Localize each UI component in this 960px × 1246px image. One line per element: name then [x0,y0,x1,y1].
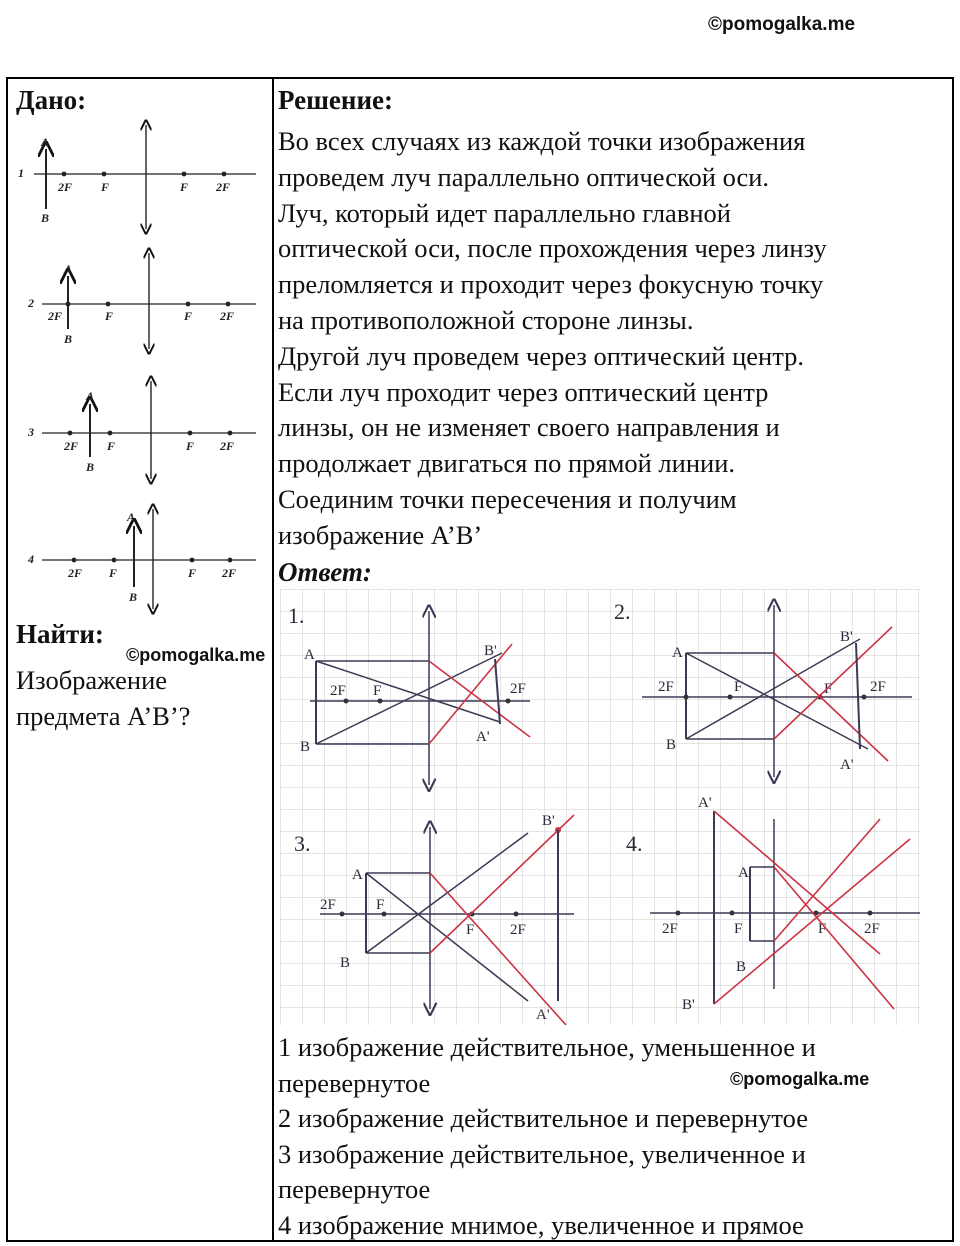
sketch-3-F-right: F [466,922,475,938]
given-heading: Дано: [16,85,87,115]
solution-line: проведем луч параллельно оптической оси. [278,161,770,192]
diagram-2-2F-left: 2F [48,309,63,323]
sketch-3-B-image: B' [542,813,555,829]
diagram-3-number: 3 [28,425,34,439]
diagram-1-2F-right: 2F [216,180,231,194]
diagram-3-B: B [86,460,95,474]
solution-line: продолжает двигаться по прямой линии. [278,448,736,479]
diagram-1-F-right: F [180,180,189,194]
diagram-2-number: 2 [28,296,34,310]
solution-line: Луч, который идет параллельно главной [278,197,731,228]
diagram-3-A: A [86,389,95,403]
sketch-3-A-image: A' [536,1007,550,1023]
sketch-3-2F-left: 2F [320,897,336,913]
diagram-1-F-left: F [101,180,110,194]
diagram-3-F-left: F [107,439,116,453]
answer-results [278,1030,816,1243]
watermark-bottom: ©pomogalka.me [730,1069,870,1089]
diagram-2-F-right: F [184,309,193,323]
column-divider [272,79,274,1240]
sketch-4-F-right: F [818,921,827,937]
sketch-4-B: B [736,959,747,975]
sketch-2-B-image: B' [840,629,853,645]
sketch-2-A: A [672,645,683,661]
sketch-2-F-right: F [824,681,833,697]
solution-heading: Решение: [278,85,393,115]
solution-line: Если луч проходит через оптический центр [278,376,769,407]
answer-heading: Ответ: [278,557,372,587]
given-diagram-3 [27,381,256,479]
solution-line: оптической оси, после прохождения через линзу [278,233,827,264]
find-heading: Найти: [16,619,104,649]
sketch-3-2F-right: 2F [510,922,526,938]
diagram-2-F-left: F [105,309,114,323]
diagram-4-F-right: F [188,566,197,580]
sketch-2-2F-left: 2F [658,679,674,695]
solution-text [278,124,827,554]
sketch-4-2F-left: 2F [662,921,678,937]
diagram-4-number: 4 [28,552,34,566]
given-diagrams [16,119,266,649]
solution-line: преломляется и проходит через фокусную точку [278,269,824,300]
sketch-2-A-image: A' [840,757,854,773]
solution-line: линзы, он не изменяет своего направления и [278,412,780,443]
result-line: 3 изображение действительное, увеличенное и [278,1138,806,1169]
diagram-4-2F-left: 2F [68,566,83,580]
diagram-3-2F-right: 2F [220,439,235,453]
sketch-1-number: 1. [288,603,305,628]
sketch-4-F-left: F [734,921,743,937]
task-table [6,77,954,1242]
watermark-middle: ©pomogalka.me [126,645,266,665]
diagram-3-F-right: F [186,439,195,453]
sketch-2-2F-right: 2F [870,679,886,695]
given-diagram-4 [27,509,256,609]
sketch-3-number: 3. [294,831,311,856]
solution-line: изображение A’B’ [278,519,483,550]
diagram-3-2F-left: 2F [64,439,79,453]
result-line: 4 изображение мнимое, увеличенное и прямое [278,1209,804,1240]
sketch-4-B-image: B' [682,997,695,1013]
result-line: 2 изображение действительное и перевернутое [278,1103,808,1133]
diagram-2-B: B [64,332,73,346]
diagram-4-F-left: F [109,566,118,580]
given-diagram-2 [27,253,256,349]
solution-line: Соединим точки пересечения и получим [278,483,737,514]
given-diagram-1 [18,125,256,229]
sketch-4-A: A [738,865,749,881]
sketch-1-F-left: F [373,683,382,699]
answer-sketches [280,589,920,1025]
diagram-1-B: B [41,211,50,225]
sketch-2-F-left: F [734,679,743,695]
diagram-1-A: A [41,135,50,149]
sketch-3-A: A [352,867,363,883]
find-text [16,662,190,734]
sketch-4-A-image: A' [698,795,712,811]
diagram-1-number: 1 [18,166,24,180]
sketch-1-2F-right: 2F [510,681,526,697]
sketch-1-B: B [300,739,311,755]
sketch-3-F-left: F [376,897,385,913]
sketch-1-A-image: A' [476,729,490,745]
diagram-4-A: A [127,510,136,524]
result-line: 1 изображение действительное, уменьшенное и [278,1032,816,1062]
find-line-1: Изображение [16,665,168,695]
diagram-2-2F-right: 2F [220,309,235,323]
sketch-1-B-image: B' [484,643,497,659]
sketch-4-number: 4. [626,831,643,856]
diagram-2-A: A [64,262,73,276]
sketch-2-number: 2. [614,599,631,624]
solution-line: Во всех случаях из каждой точки изображения [278,126,806,156]
diagram-1-2F-left: 2F [58,180,73,194]
sketch-2-B: B [666,737,677,753]
diagram-4-2F-right: 2F [222,566,237,580]
sketch-1-2F-left: 2F [330,683,346,699]
solution-line: Другой луч проведем через оптический центр. [278,340,805,371]
result-line: перевернутое [278,1067,431,1098]
sketch-3-B: B [340,955,351,971]
sketch-1-A: A [304,647,315,663]
solution-line: на противоположной стороне линзы. [278,304,694,335]
sketch-4-2F-right: 2F [864,921,880,937]
diagram-4-B: B [129,590,138,604]
result-line: перевернутое [278,1174,431,1204]
watermark-top: ©pomogalka.me [708,14,856,35]
find-line-2: предмета A’B’? [16,701,191,731]
